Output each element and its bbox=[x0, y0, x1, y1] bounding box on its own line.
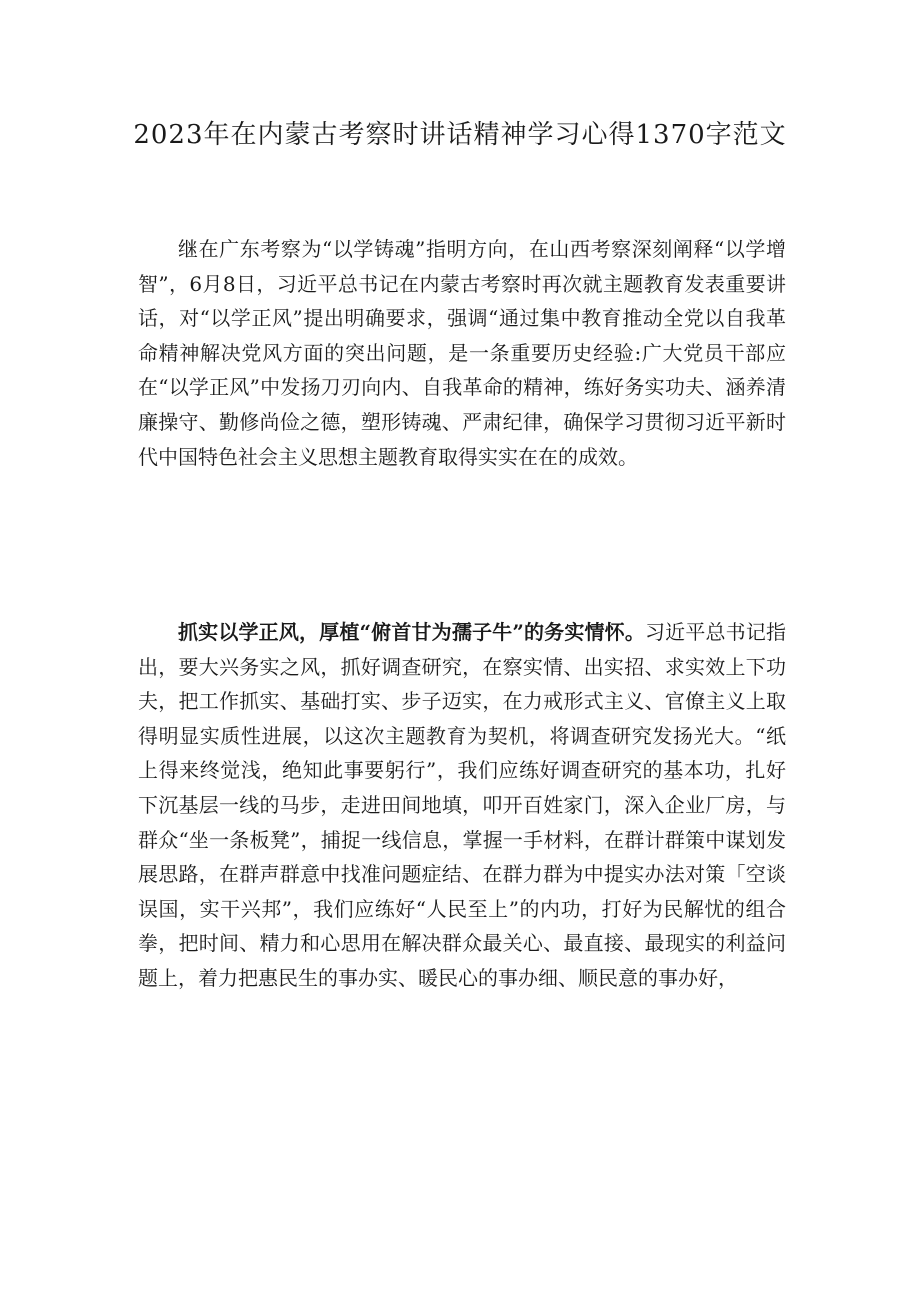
paragraph-intro bbox=[138, 232, 786, 474]
paragraph-text: 习近平总书记指出，要大兴务实之风，抓好调查研究，在察实情、出实招、求实效上下功夫，把工作抓实、基础打实、步子迈实，在力戒形式主义、官僚主义上取得明显实质性进展，以这次主题教育为契机，将调查研究发扬光大。“纸上得来终觉浅，绝知此事要躬行”，我们应练好调查研究的基本功，扎好下沉基层一线的马步，走进田间地填，叩开百姓家门，深入企业厂房，与群众“坐一条板凳”，捕捉一线信息，掌握一手材料，在群计群策中谋划发展思路，在群声群意中找准问题症结、在群力群为中提实办法对策「空谈误国，实干兴邦”，我们应练好“人民至上”的内功，打好为民解忧的组合拳，把时间、精力和心思用在解决群众最关心、最直接、最现实的利益问题上，着力把惠民生的事办实、暖民心的事办细、顺民意的事办好， bbox=[138, 620, 786, 990]
paragraph-section-1 bbox=[138, 615, 786, 996]
document-title: 2023年在内蒙古考察时讲话精神学习心得1370字范文 bbox=[133, 120, 787, 150]
paragraph-lead: 抓实以学正风，厚植“俯首甘为孺子牛”的务实情怀。 bbox=[178, 620, 645, 644]
paragraph-text: 继在广东考察为“以学铸魂”指明方向，在山西考察深刻阐释“以学增智”，6月8日，习近平总书记在内蒙古考察时再次就主题教育发表重要讲话，对“以学正风”提出明确要求，强调“通过集中教育推动全党以自我革命精神解决党风方面的突出问题，是一条重要历史经验:广大党员干部应在“以学正风”中发扬刀刃向内、自我革命的精神，练好务实功夫、涵养清廉操守、勤修尚俭之德，塑形铸魂、严肃纪律，确保学习贯彻习近平新时代中国特色社会主义思想主题教育取得实实在在的成效。 bbox=[138, 237, 786, 469]
